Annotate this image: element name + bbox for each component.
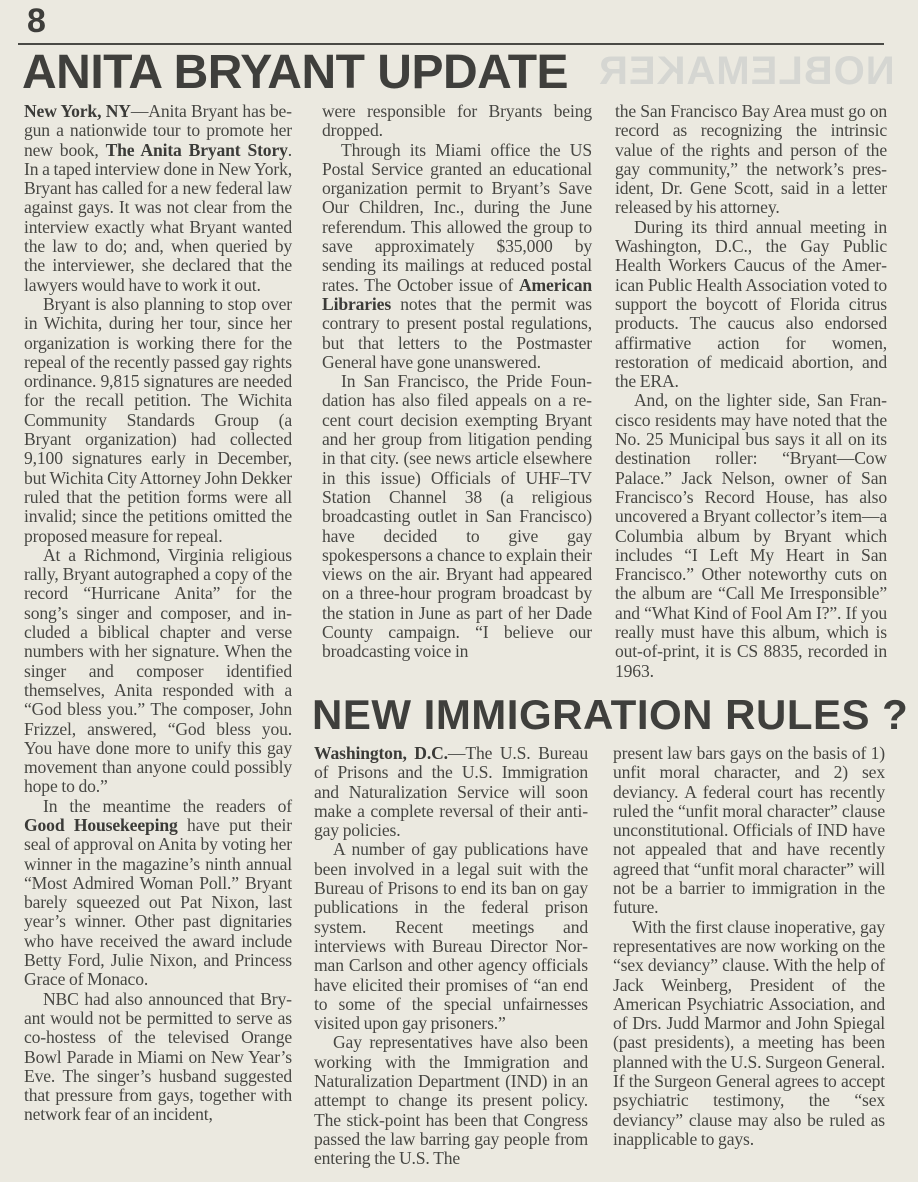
article1-column-1 (24, 102, 292, 1125)
magazine-title: American Libraries (322, 274, 592, 314)
paragraph: Through its Miami office the US Postal Service granted an educational organization permit to Bryant’s Save Our Children, Inc., during the June referendum. This allowed the group to save approximately $35,000 by sending its mailings at reduced postal rates. The October issue of American Libraries notes that the permit was contrary to present postal regulations, but that letters to the Postmaster General have gone unanswered. (322, 139, 592, 372)
paragraph: New York, NY—Anita Bryant has begun a nationwide tour to promote her new book, The Anita Bryant Story. In a taped interview done in New York, Bryant has called for a new federal law against gays. It was not clear from the interview exactly what Bryant wanted the law to do; and, when queried by the interviewer, she declared that the lawyers would have to work it out. (24, 101, 292, 295)
paragraph: NBC had also announced that Bryant would not be permitted to serve as co-hostess of the televised Orange Bowl Parade in Miami on New Year’s Eve. The singer’s husband suggested that pressure from gays, together with network fear of an incident, (24, 988, 292, 1125)
paragraph: A number of gay publications have been involved in a legal suit with the Bureau of Prisons to end its ban on gay publications in the federal prison system. Recent meetings and interviews with Bureau Director Norman Carlson and other agency officials have elicited their promises of “an end to some of the special unfairnesses visited upon gay prisoners.” (314, 839, 588, 1034)
dateline: Washington, D.C. (314, 743, 448, 763)
paragraph: Gay representatives have also been working with the Immigration and Naturalization Department (IND) in an attempt to change its present policy. The stick-point has been that Congress passed the law barring gay people from entering the U.S. The (314, 1032, 588, 1169)
paragraph: In the meantime the readers of Good Housekeeping have put their seal of approval on Anita by voting her winner in the magazine’s ninth annual “Most Admired Woman Poll.” Bryant barely squeezed out Pat Nixon, last year’s winner. Other past dignitaries who have received the award include Betty Ford, Julie Nixon, and Princess Grace of Monaco. (24, 795, 292, 990)
paragraph: At a Richmond, Virginia religious rally, Bryant autographed a copy of the record “Hurricane Anita” for the song’s singer and composer, and included a biblical chapter and verse numbers with her signature. When the singer and composer identified themselves, Anita responded with a “God bless you.” The composer, John Frizzel, answered, “God bless you. You have done more to unify this gay movement than anyone could possibly hope to do.” (24, 544, 292, 797)
bleed-through-text: NOBLEMAKER (598, 49, 895, 93)
article1-column-3 (615, 102, 887, 681)
article1-column-2 (322, 102, 592, 662)
paragraph: the San Francisco Bay Area must go on record as recognizing the intrinsic value of the rights and person of the gay community,” the network’s president, Dr. Gene Scott, said in a letter released by his attorney. (615, 101, 887, 218)
paragraph: With the first clause inoperative, gay representatives are now working on the “sex deviancy” clause. With the help of Jack Weinberg, President of the American Psychiatric Association, and of Drs. Judd Marmor and John Spiegal (past presidents), a meeting has been planned with the U.S. Surgeon General. If the Surgeon General agrees to accept psychiatric testimony, the “sex deviancy” clause may also be ruled as inapplicable to gays. (613, 916, 885, 1149)
paragraph: present law bars gays on the basis of 1) unfit moral character, and 2) sex deviancy. A federal court has recently ruled the “unfit moral character” clause unconstitutional. Officials of IND have not appealed that and have recently agreed that “unfit moral character” will not be a barrier to immigration in the future. (613, 743, 885, 918)
paragraph: During its third annual meeting in Washington, D.C., the Gay Public Health Workers Caucus of the American Public Health Association voted to support the boycott of Florida citrus products. The caucus also endorsed affirmative action for women, restoration of medicaid abortion, and the ERA. (615, 216, 887, 392)
article-headline-immigration: NEW IMMIGRATION RULES ? (312, 691, 909, 738)
paragraph: Washington, D.C.—The U.S. Bureau of Prisons and the U.S. Immigration and Naturalization Service will soon make a complete reversal of their anti-gay policies. (314, 743, 588, 841)
dateline: New York, NY (24, 101, 131, 121)
article2-column-1 (314, 744, 588, 1169)
paragraph: And, on the lighter side, San Francisco residents may have noted that the No. 25 Municipal bus says it all on its destination roller: “Bryant—Cow Palace.” Jack Nelson, owner of San Francisco’s Record House, has also uncovered a Bryant collector’s item—a Columbia album by Bryant which includes “I Left My Heart in San Francisco.” Other noteworthy cuts on the album are “Call Me Irresponsible” and “What Kind of Fool Am I?”. If you really must have this album, which is out-of-print, it is CS 8835, recorded in 1963. (615, 390, 887, 681)
book-title: The Anita Bryant Story (105, 139, 288, 160)
header-rule (18, 43, 884, 45)
paragraph: Bryant is also planning to stop over in Wichita, during her tour, since her organization is working there for the repeal of the recently passed gay rights ordinance. 9,815 signatures are needed for the recall petition. The Wichita Community Standards Group (a Bryant organization) had collected 9,100 signatures early in December, but Wichita City Attorney John Dekker ruled that the petition forms were all invalid; since the petitions omitted the proposed measure for repeal. (24, 293, 292, 546)
article-headline-anita-bryant: ANITA BRYANT UPDATE (22, 46, 569, 99)
magazine-title: Good Housekeeping (24, 814, 178, 835)
paragraph: were responsible for Bryants being dropped. (322, 101, 592, 141)
paragraph: In San Francisco, the Pride Foundation has also filed appeals on a recent court decision exempting Bryant and her group from litigation pending in that city. (see news article elsewhere in this issue) Officials of UHF–TV Station Channel 38 (a religious broadcasting outlet in San Francisco) have decided to give gay spokespersons a chance to explain their views on the air. Bryant had appeared on a three-hour program broadcast by the station in June as part of her Dade County campaign. “I believe our broadcasting voice in (322, 371, 592, 662)
page-number: 8 (27, 2, 46, 40)
article2-column-2 (613, 744, 885, 1149)
